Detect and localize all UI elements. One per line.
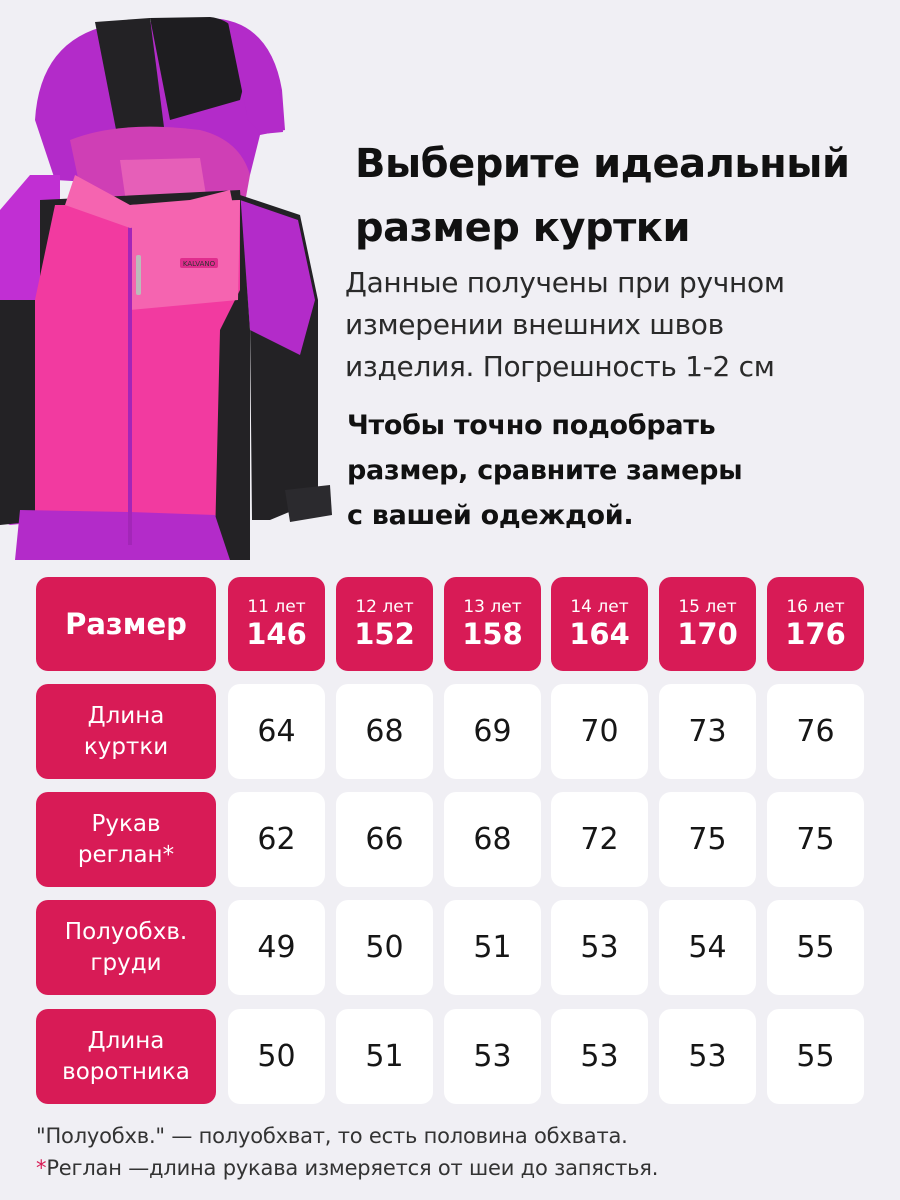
table-cell: 50: [228, 1009, 325, 1104]
row-label-line-1: Длина: [87, 1027, 165, 1054]
table-cell: 68: [336, 684, 433, 779]
size-column-header: [444, 577, 541, 671]
size-age: 14 лет: [570, 597, 629, 617]
table-cell: 53: [551, 900, 648, 995]
size-column-header: [228, 577, 325, 671]
table-cell: 55: [767, 900, 864, 995]
size-height: 158: [462, 617, 523, 651]
table-cell: 50: [336, 900, 433, 995]
hint-line-3: с вашей одеждой.: [347, 500, 634, 531]
row-label-line-1: Длина: [87, 702, 165, 729]
row-label-jacket-length: [36, 684, 216, 779]
desc-line-2: измерении внешних швов: [345, 308, 724, 341]
size-age: 16 лет: [786, 597, 845, 617]
table-cell: 53: [444, 1009, 541, 1104]
table-cell: 53: [551, 1009, 648, 1104]
size-column-header: [659, 577, 756, 671]
size-height: 146: [246, 617, 307, 651]
table-cell: 51: [336, 1009, 433, 1104]
asterisk: *: [36, 1156, 47, 1180]
row-label-raglan-sleeve: [36, 792, 216, 887]
fitting-hint: [347, 403, 897, 538]
desc-line-1: Данные получены при ручном: [345, 266, 785, 299]
footnotes: [36, 1120, 886, 1184]
table-cell: 75: [659, 792, 756, 887]
table-cell: 75: [767, 792, 864, 887]
title-line-2: размер куртки: [355, 205, 690, 251]
page-title: [355, 132, 885, 260]
row-label-line-2: груди: [90, 949, 162, 976]
table-cell: 64: [228, 684, 325, 779]
table-cell: 72: [551, 792, 648, 887]
size-age: 11 лет: [247, 597, 306, 617]
row-label-line-2: воротника: [62, 1058, 190, 1085]
row-label-half-chest: [36, 900, 216, 995]
row-label-line-2: реглан*: [77, 841, 175, 868]
table-cell: 55: [767, 1009, 864, 1104]
size-age: 13 лет: [463, 597, 522, 617]
size-height: 164: [569, 617, 630, 651]
table-cell: 68: [444, 792, 541, 887]
table-cell: 66: [336, 792, 433, 887]
jacket-image: [0, 0, 340, 570]
title-line-1: Выберите идеальный: [355, 141, 850, 187]
table-cell: 70: [551, 684, 648, 779]
row-label-collar-length: [36, 1009, 216, 1104]
table-cell: 69: [444, 684, 541, 779]
size-header-text: Размер: [65, 606, 187, 641]
size-height: 176: [785, 617, 846, 651]
size-height: 152: [354, 617, 415, 651]
size-height: 170: [677, 617, 738, 651]
size-column-header: [767, 577, 864, 671]
size-column-header: [336, 577, 433, 671]
size-age: 12 лет: [355, 597, 414, 617]
table-cell: 76: [767, 684, 864, 779]
measurement-description: [345, 262, 895, 388]
hint-line-2: размер, сравните замеры: [347, 455, 743, 486]
row-label-line-1: Рукав: [91, 810, 161, 837]
table-cell: 73: [659, 684, 756, 779]
table-cell: 51: [444, 900, 541, 995]
row-label-line-2: куртки: [83, 733, 169, 760]
footnote-raglan-text: Реглан —длина рукава измеряется от шеи до запястья.: [46, 1156, 659, 1180]
hint-line-1: Чтобы точно подобрать: [347, 410, 716, 441]
desc-line-3: изделия. Погрешность 1-2 см: [345, 350, 775, 383]
size-header-label: [36, 577, 216, 671]
table-cell: 62: [228, 792, 325, 887]
jacket-brand-tag: KALVANO: [182, 260, 216, 268]
footnote-raglan: [36, 1152, 886, 1184]
row-label-line-1: Полуобхв.: [64, 918, 188, 945]
table-cell: 54: [659, 900, 756, 995]
footnote-half-girth: "Полуобхв." — полуобхват, то есть половина обхвата.: [36, 1124, 628, 1148]
table-cell: 49: [228, 900, 325, 995]
size-column-header: [551, 577, 648, 671]
table-cell: 53: [659, 1009, 756, 1104]
size-age: 15 лет: [678, 597, 737, 617]
